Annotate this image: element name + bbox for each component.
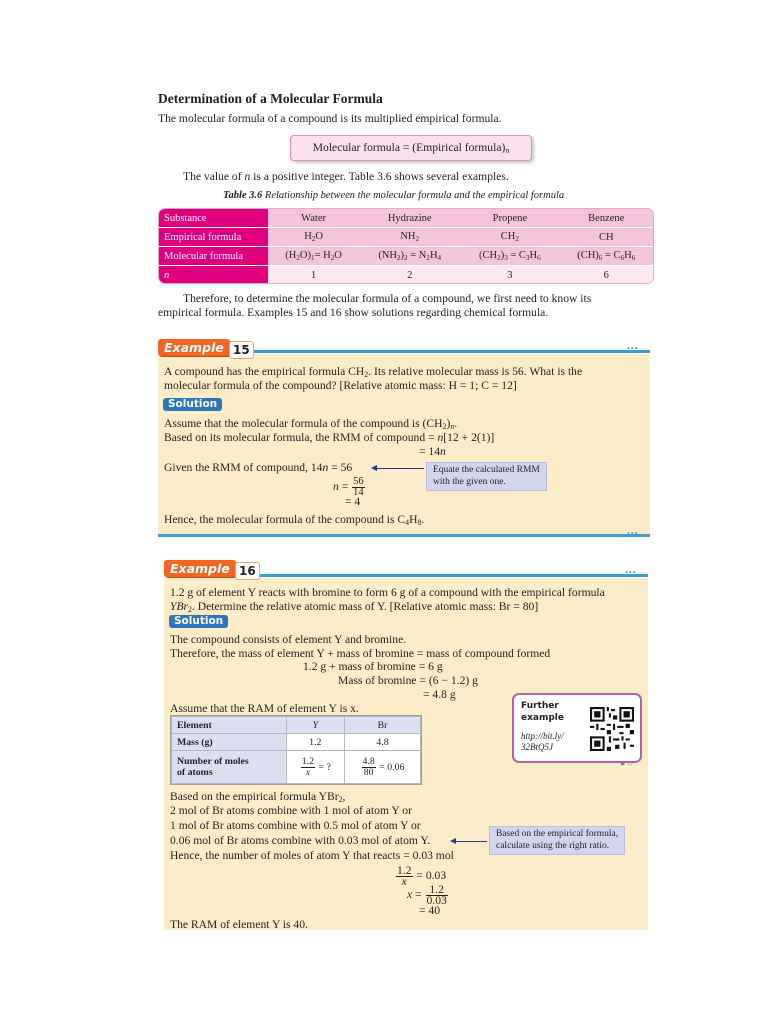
example-badge: Example (164, 560, 236, 577)
ex15-s6a: Hence, the molecular formula of the compound is C (164, 513, 406, 526)
example-badge: Example (158, 339, 230, 356)
table-header: Br (344, 717, 420, 734)
ex15-n-fraction: n = $\frac{56}{14}$ (333, 476, 364, 498)
ex15-given-line: Given the RMM of compound, 14n = 56 (164, 461, 353, 474)
n-var: n (244, 170, 251, 183)
table-cell: 3 (460, 266, 559, 285)
table-cell: Water (268, 209, 359, 228)
moles-label-line1: Number of moles (177, 756, 249, 768)
frac-numerator: 1.2 (426, 885, 448, 896)
table-cell: Hydrazine (359, 209, 460, 228)
table-header: Element (172, 717, 287, 734)
element-table (170, 715, 422, 785)
ex16-line9: 1 mol of Br atoms combine with 0.5 mol of atom Y or (170, 819, 421, 832)
ex16-q2a: YBr (170, 600, 189, 613)
further-title-line2: example (521, 713, 564, 723)
ex16-line1: The compound consists of element Y and bromine. (170, 633, 407, 646)
ex16-eq3: = 40 (419, 904, 441, 917)
ex15-solution-line3: = 14n (419, 445, 446, 458)
br-eq: = 0.06 (379, 761, 405, 773)
ex15-solution-line1: Assume that the molecular formula of the compound is $(CH_2)_n$. (164, 417, 458, 432)
solution-badge: Solution (163, 398, 222, 411)
ex16-q2b: . Determine the relative atomic mass of Y. [Relative atomic mass: Br = 80] (191, 600, 539, 613)
table-cell: 1 (268, 266, 359, 285)
arrow-line (455, 841, 487, 842)
further-example-box[interactable] (512, 693, 642, 763)
ex15-q1a: A compound has the empirical formula CH (164, 365, 365, 378)
row-label: Molecular formula (159, 247, 268, 266)
example-number: 15 (229, 341, 254, 359)
frac-denominator: 80 (363, 766, 374, 778)
frac-numerator: 4.8 (362, 755, 375, 767)
moles-label-line2: of atoms (177, 767, 213, 779)
ex15-s4: Given the RMM of compound, 14 (164, 461, 323, 474)
n-text-a: The value of (183, 170, 245, 183)
table-cell: $CH_2$ (460, 228, 559, 247)
ex15-s6b: H (409, 513, 418, 526)
row-label: n (159, 266, 268, 285)
frac-denominator: x (401, 875, 407, 888)
therefore-para-line2: empirical formula. Examples 15 and 16 show solutions regarding chemical formula. (158, 306, 549, 319)
ex15-q1-sub: 2 (364, 370, 369, 380)
ex16-line11: Hence, the number of moles of atom Y that reacts = 0.03 mol (170, 849, 454, 862)
ex16-line7: Based on the empirical formula YBr$_2$, (170, 790, 346, 805)
row-label: Substance (159, 209, 268, 228)
table-cell: $(CH)_6 = C_6H_6$ (559, 247, 653, 266)
ex15-note-line2: with the given one. (433, 476, 506, 487)
frac-numerator: 1.2 (301, 755, 315, 767)
formula-text: Molecular formula = (Empirical formula) (312, 141, 506, 154)
ex15-q1b: . Its relative molecular mass is 56. What is the (368, 365, 583, 378)
table-cell: 4.8 (344, 734, 420, 751)
ex15-s1a: Assume that the molecular formula of the compound is (CH (164, 417, 443, 430)
ex16-l7a: Based on the empirical formula YBr (170, 790, 339, 803)
frac-denominator: 0.03 (426, 894, 447, 907)
ex16-l7-sub: 2 (338, 795, 343, 805)
table-caption-text: Relationship between the molecular formula and the empirical formula (264, 190, 565, 201)
intro-text: The molecular formula of a compound is its multiplied empirical formula. (158, 112, 502, 125)
table-row-label (172, 751, 287, 784)
example-15-bottom-bar (158, 534, 650, 537)
dots-icon: ••• (627, 529, 639, 538)
ex15-note-line1: Equate the calculated RMM (433, 465, 540, 475)
dots-icon: ● ○ (620, 758, 634, 768)
ex15-s6-sub2: 8 (417, 518, 422, 528)
table-row (172, 751, 421, 784)
table-cell (286, 751, 344, 784)
arrow-left-icon (371, 465, 377, 471)
dots-icon: ••• (625, 568, 637, 577)
frac-numerator: 1.2 (397, 864, 412, 877)
formula-table (158, 208, 654, 284)
ex15-s4b: = 56 (328, 461, 353, 474)
ex15-solution-line2: Based on its molecular formula, the RMM of compound = n[12 + 2(1)] (164, 431, 495, 444)
ex16-line3: 1.2 g + mass of bromine = 6 g (303, 660, 443, 673)
arrow-left-icon (450, 838, 456, 844)
ex16-question-line1: 1.2 g of element Y reacts with bromine to form 6 g of a compound with the empirical formula (170, 586, 605, 599)
table-cell: $(CH_2)_3 = C_3H_6$ (460, 247, 559, 266)
ex15-note (426, 462, 547, 491)
ex15-s2b: [12 + 2(1)] (443, 431, 495, 444)
frac-denominator: x (305, 766, 311, 778)
row-label: Empirical formula (159, 228, 268, 247)
ex16-note (489, 826, 625, 855)
table-header: Y (286, 717, 344, 734)
dots-icon: ••• (627, 344, 639, 353)
ex15-s1-n: n (450, 422, 455, 432)
ex16-conclusion: The RAM of element Y is 40. (170, 918, 308, 931)
example-15-top-bar (250, 350, 650, 353)
table-cell: $(NH_2)_2 = N_2H_4$ (359, 247, 460, 266)
ex15-s6-sub1: 4 (405, 518, 410, 528)
example-number: 16 (235, 562, 260, 580)
ex15-s1-sub: 2 (442, 422, 447, 432)
table-cell: 2 (359, 266, 460, 285)
table-cell: 6 (559, 266, 653, 285)
ex16-line2: Therefore, the mass of element Y + mass of bromine = mass of compound formed (170, 647, 551, 660)
table-row (172, 734, 421, 751)
ex16-line5: = 4.8 g (423, 688, 456, 701)
qr-code-icon[interactable] (590, 707, 634, 751)
table-caption-label: Table 3.6 (223, 190, 263, 201)
ex16-q2-sub: 2 (188, 605, 192, 615)
table-cell (344, 751, 420, 784)
further-title (521, 700, 564, 724)
further-title-line1: Further (521, 701, 559, 711)
table-cell: CH (559, 228, 653, 247)
table-row-molecular (159, 247, 653, 266)
n-text-b: is a positive integer. Table 3.6 shows several examples. (250, 170, 509, 183)
ex16-line10: 0.06 mol of Br atoms combine with 0.03 mol of atom Y. (170, 834, 431, 847)
eq1-value: = 0.03 (416, 869, 447, 883)
table-row-n (159, 266, 653, 285)
solution-badge: Solution (169, 615, 228, 628)
table-cell: $NH_2$ (359, 228, 460, 247)
example-16-top-bar (256, 574, 648, 577)
ex16-eq2: x = $\frac{1.2}{0.03}$ (407, 883, 447, 907)
table-cell: $H_2O$ (268, 228, 359, 247)
further-link[interactable] (521, 731, 564, 753)
further-url-line2: 32BtQ5J (521, 742, 553, 752)
y-eq: = ? (318, 761, 331, 773)
formula-box (290, 135, 532, 161)
table-row-empirical (159, 228, 653, 247)
table-caption (223, 189, 564, 203)
ex16-line6: Assume that the RAM of element Y is x. (170, 702, 359, 715)
ex15-s1b: ) (446, 417, 451, 430)
ex15-s2a: Based on its molecular formula, the RMM of compound = (164, 431, 438, 444)
frac-numerator: 56 (353, 476, 364, 487)
arrow-line (376, 468, 424, 469)
ex15-question-line2: molecular formula of the compound? [Relative atomic mass: H = 1; C = 12] (164, 379, 517, 392)
table-row-substance (159, 209, 653, 228)
therefore-para-line1: Therefore, to determine the molecular formula of a compound, we first need to know its (183, 292, 592, 305)
table-cell: 1.2 (286, 734, 344, 751)
ex16-note-line1: Based on the empirical formula, (496, 829, 619, 839)
frac-denominator: 14 (353, 487, 364, 498)
ex16-note-line2: calculate using the right ratio. (496, 840, 610, 851)
ex15-s3: = 14 (419, 445, 441, 458)
n-explanation (183, 170, 509, 184)
further-url-line1: http://bit.ly/ (521, 731, 564, 741)
ex15-result: = 4 (345, 495, 361, 508)
section-heading: Determination of a Molecular Formula (158, 91, 383, 106)
ex15-conclusion: Hence, the molecular formula of the compound is $C_4H_8$. (164, 513, 425, 528)
table-row-label: Mass (g) (172, 734, 287, 751)
formula-subscript: n (505, 146, 510, 156)
table-cell: Benzene (559, 209, 653, 228)
ex16-line8: 2 mol of Br atoms combine with 1 mol of atom Y or (170, 804, 412, 817)
table-cell: $(H_2O)_1= H_2O$ (268, 247, 359, 266)
table-cell: Propene (460, 209, 559, 228)
table-row (172, 717, 421, 734)
ex16-line4: Mass of bromine = (6 − 1.2) g (338, 674, 478, 687)
